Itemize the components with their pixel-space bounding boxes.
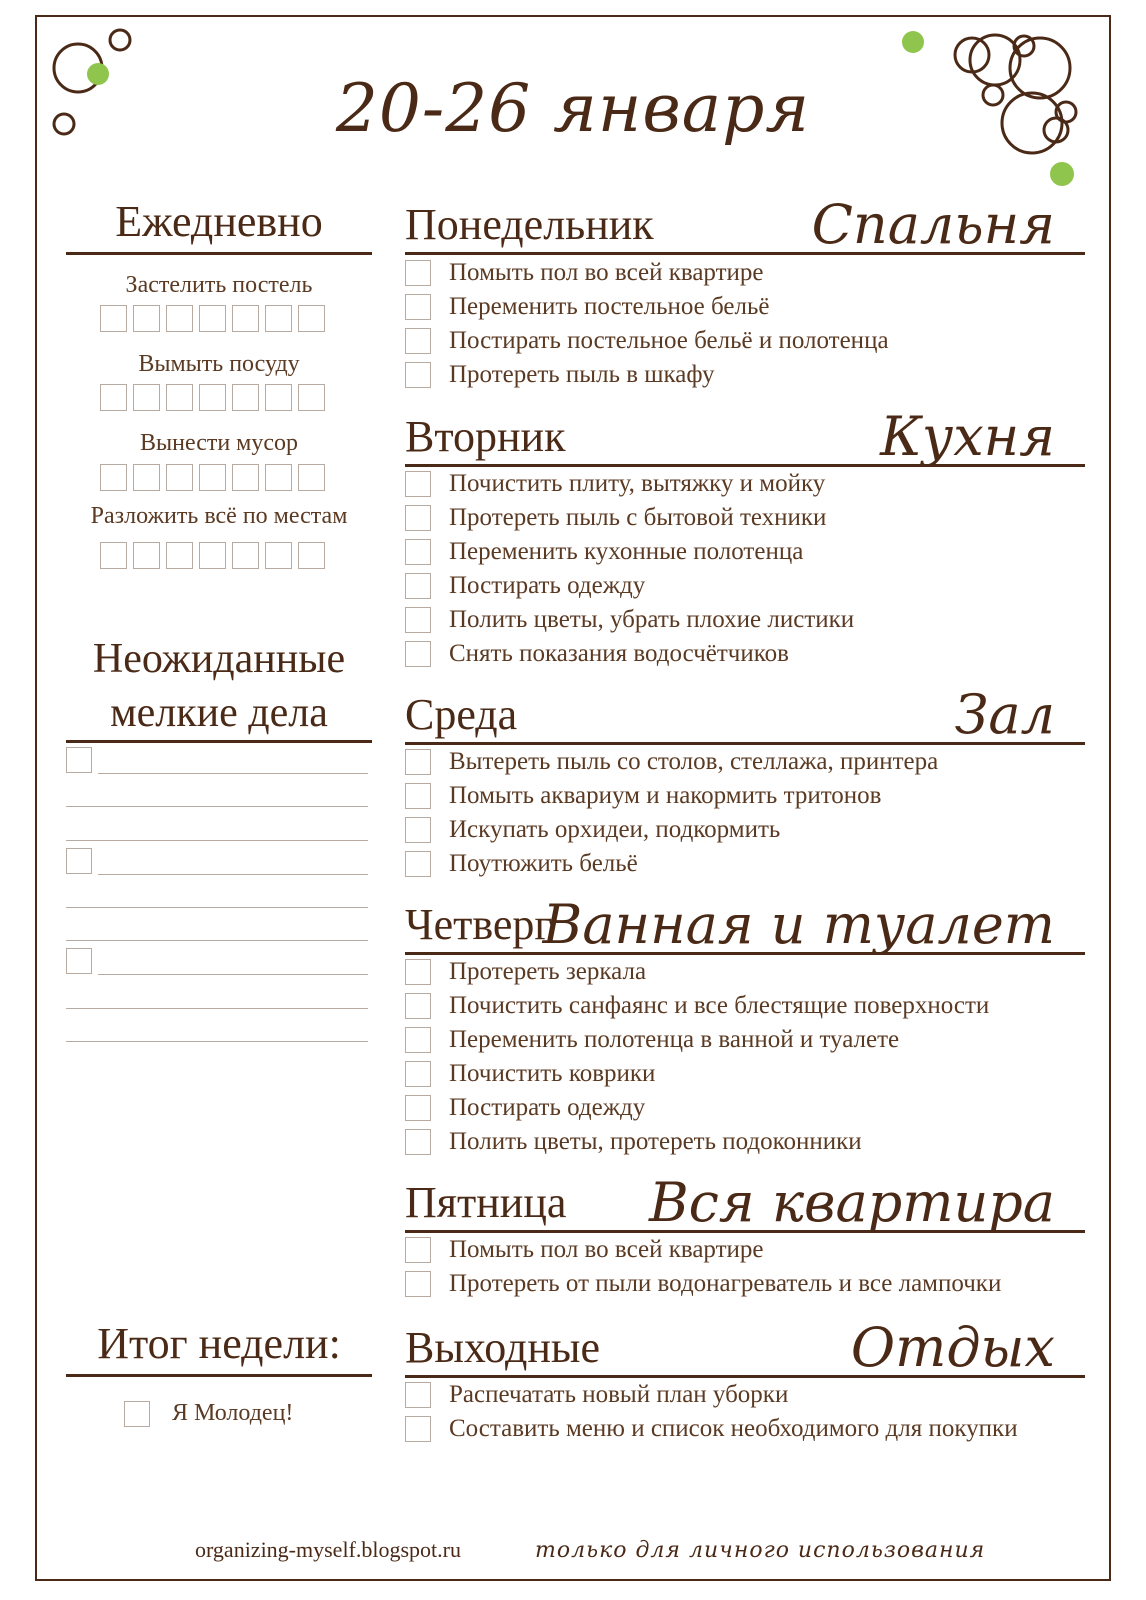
daily-item-label: Застелить постель: [125, 272, 313, 298]
task-item[interactable]: [405, 745, 938, 779]
daily-checkbox[interactable]: [232, 305, 259, 332]
summary-item[interactable]: [124, 1400, 293, 1427]
room-name: Отдых: [850, 1316, 1055, 1379]
task-checkbox[interactable]: [405, 1237, 431, 1263]
day-header-weekend: [405, 1313, 1085, 1378]
task-item[interactable]: [405, 324, 889, 358]
task-label: Помыть пол во всей квартире: [449, 259, 764, 286]
task-list-monday: [405, 256, 889, 392]
unexpected-line[interactable]: [66, 907, 368, 908]
task-checkbox[interactable]: [405, 749, 431, 775]
unexpected-line[interactable]: [66, 840, 368, 841]
task-item[interactable]: [405, 569, 854, 603]
daily-checkbox[interactable]: [133, 305, 160, 332]
daily-item-label: Вымыть посуду: [138, 351, 300, 377]
task-label: Протереть пыль с бытовой техники: [449, 504, 827, 531]
daily-checkbox[interactable]: [298, 542, 325, 569]
task-checkbox[interactable]: [405, 362, 431, 388]
daily-checkbox[interactable]: [100, 384, 127, 411]
task-checkbox[interactable]: [405, 1095, 431, 1121]
task-label: Почистить санфаянс и все блестящие поверхности: [449, 992, 990, 1019]
page-title: 20-26 января: [335, 70, 811, 147]
unexpected-heading-line1: Неожиданные: [92, 636, 346, 682]
daily-checkbox[interactable]: [166, 305, 193, 332]
task-checkbox[interactable]: [405, 1416, 431, 1442]
daily-checkbox[interactable]: [100, 305, 127, 332]
day-header-friday: [405, 1168, 1085, 1233]
task-item[interactable]: [405, 1378, 1018, 1412]
task-checkbox[interactable]: [405, 1027, 431, 1053]
task-item[interactable]: [405, 1125, 989, 1159]
daily-checkbox[interactable]: [133, 384, 160, 411]
task-checkbox[interactable]: [405, 1382, 431, 1408]
daily-checkbox[interactable]: [232, 384, 259, 411]
task-label: Протереть от пыли водонагреватель и все лампочки: [449, 1270, 1002, 1297]
daily-item-label: Разложить всё по местам: [90, 503, 348, 529]
unexpected-line[interactable]: [98, 974, 368, 975]
task-label: Переменить кухонные полотенца: [449, 538, 804, 565]
daily-checkbox[interactable]: [100, 464, 127, 491]
task-label: Поутюжить бельё: [449, 850, 638, 877]
task-item[interactable]: [405, 637, 854, 671]
unexpected-checkbox[interactable]: [66, 848, 92, 874]
task-checkbox[interactable]: [405, 783, 431, 809]
task-item[interactable]: [405, 989, 989, 1023]
task-checkbox[interactable]: [405, 959, 431, 985]
day-header-tuesday: [405, 402, 1085, 467]
daily-checkbox[interactable]: [265, 542, 292, 569]
daily-checkbox[interactable]: [199, 464, 226, 491]
summary-checkbox[interactable]: [124, 1401, 150, 1427]
task-item[interactable]: [405, 1091, 989, 1125]
task-item[interactable]: [405, 779, 938, 813]
task-label: Постирать одежду: [449, 1094, 646, 1121]
task-checkbox[interactable]: [405, 993, 431, 1019]
task-list-tuesday: [405, 467, 854, 671]
daily-checkbox[interactable]: [298, 464, 325, 491]
task-checkbox[interactable]: [405, 607, 431, 633]
day-header-monday: [405, 190, 1085, 255]
task-item[interactable]: [405, 603, 854, 637]
unexpected-line[interactable]: [66, 806, 368, 807]
day-name: Четверг: [405, 900, 553, 949]
room-name: Зал: [954, 683, 1055, 746]
task-label: Почистить коврики: [449, 1060, 656, 1087]
task-label: Помыть пол во всей квартире: [449, 1236, 764, 1263]
task-checkbox[interactable]: [405, 505, 431, 531]
task-item[interactable]: [405, 1233, 1001, 1267]
daily-checkbox[interactable]: [265, 305, 292, 332]
task-label: Протереть зеркала: [449, 958, 647, 985]
task-checkbox[interactable]: [405, 260, 431, 286]
task-item[interactable]: [405, 358, 889, 392]
room-name: Ванная и туалет: [542, 893, 1055, 956]
task-checkbox[interactable]: [405, 328, 431, 354]
footer-note: только для личного использования: [535, 1538, 986, 1563]
task-item[interactable]: [405, 1023, 989, 1057]
daily-item-label: Вынести мусор: [139, 430, 299, 456]
task-item[interactable]: [405, 1057, 989, 1091]
daily-checkbox-row: [100, 542, 325, 569]
daily-checkbox[interactable]: [232, 464, 259, 491]
task-label: Протереть пыль в шкафу: [449, 361, 715, 388]
task-label: Переменить полотенца в ванной и туалете: [449, 1026, 900, 1053]
task-checkbox[interactable]: [405, 294, 431, 320]
footer-site: organizing-myself.blogspot.ru: [195, 1537, 461, 1562]
day-name: Выходные: [405, 1323, 600, 1372]
daily-checkbox-row: [100, 384, 325, 411]
task-checkbox[interactable]: [405, 1061, 431, 1087]
task-label: Переменить постельное бельё: [449, 293, 770, 320]
summary-item-label: Я Молодец!: [172, 1400, 294, 1426]
task-checkbox[interactable]: [405, 817, 431, 843]
task-checkbox[interactable]: [405, 641, 431, 667]
daily-checkbox[interactable]: [265, 384, 292, 411]
task-item[interactable]: [405, 1412, 1018, 1446]
task-item[interactable]: [405, 467, 854, 501]
task-label: Распечатать новый план уборки: [449, 1381, 789, 1408]
task-label: Постирать одежду: [449, 572, 646, 599]
daily-checkbox[interactable]: [166, 542, 193, 569]
task-list-weekend: [405, 1378, 1018, 1446]
daily-checkbox[interactable]: [133, 464, 160, 491]
task-item[interactable]: [405, 813, 938, 847]
task-list-friday: [405, 1233, 1001, 1301]
unexpected-line[interactable]: [66, 940, 368, 941]
daily-checkbox[interactable]: [133, 542, 160, 569]
daily-heading: Ежедневно: [66, 196, 372, 255]
daily-checkbox[interactable]: [265, 464, 292, 491]
day-name: Пятница: [405, 1178, 567, 1227]
task-item[interactable]: [405, 535, 854, 569]
unexpected-line[interactable]: [66, 1041, 368, 1042]
task-label: Вытереть пыль со столов, стеллажа, принтера: [449, 748, 939, 775]
unexpected-heading-line2: мелкие дела: [110, 690, 328, 736]
task-checkbox[interactable]: [405, 1129, 431, 1155]
task-item[interactable]: [405, 847, 938, 881]
room-name: Спальня: [811, 193, 1055, 256]
task-label: Снять показания водосчётчиков: [449, 640, 789, 667]
green-dot-icon: [902, 31, 924, 53]
unexpected-checkbox[interactable]: [66, 747, 92, 773]
task-checkbox[interactable]: [405, 851, 431, 877]
daily-checkbox[interactable]: [166, 384, 193, 411]
unexpected-line[interactable]: [98, 874, 368, 875]
unexpected-line[interactable]: [66, 1008, 368, 1009]
task-checkbox[interactable]: [405, 573, 431, 599]
daily-checkbox[interactable]: [100, 542, 127, 569]
daily-checkbox[interactable]: [232, 542, 259, 569]
task-list-wednesday: [405, 745, 938, 881]
task-item[interactable]: [405, 256, 889, 290]
daily-checkbox[interactable]: [199, 384, 226, 411]
task-item[interactable]: [405, 1267, 1001, 1301]
room-name: Вся квартира: [648, 1171, 1055, 1234]
daily-checkbox[interactable]: [298, 305, 325, 332]
task-label: Помыть аквариум и накормить тритонов: [449, 782, 882, 809]
green-dot-icon: [1050, 162, 1074, 186]
day-header-thursday: [405, 890, 1085, 955]
daily-checkbox[interactable]: [166, 464, 193, 491]
summary-heading: Итог недели:: [66, 1318, 372, 1377]
task-label: Составить меню и список необходимого для покупки: [449, 1415, 1018, 1442]
task-item[interactable]: [405, 955, 989, 989]
daily-checkbox[interactable]: [199, 542, 226, 569]
task-label: Полить цветы, убрать плохие листики: [449, 606, 855, 633]
task-label: Искупать орхидеи, подкормить: [449, 816, 781, 843]
day-name: Понедельник: [405, 200, 654, 249]
unexpected-line[interactable]: [98, 773, 368, 774]
daily-checkbox-row: [100, 464, 325, 491]
daily-checkbox-row: [100, 305, 325, 332]
task-label: Полить цветы, протереть подоконники: [449, 1128, 862, 1155]
unexpected-checkbox[interactable]: [66, 948, 92, 974]
day-header-wednesday: [405, 680, 1085, 745]
day-name: Среда: [405, 690, 518, 739]
day-name: Вторник: [405, 412, 566, 461]
task-checkbox[interactable]: [405, 1271, 431, 1297]
daily-checkbox[interactable]: [298, 384, 325, 411]
bubble-icon: [110, 30, 130, 50]
task-label: Постирать постельное бельё и полотенца: [449, 327, 889, 354]
task-label: Почистить плиту, вытяжку и мойку: [449, 470, 826, 497]
task-item[interactable]: [405, 501, 854, 535]
task-checkbox[interactable]: [405, 539, 431, 565]
task-list-thursday: [405, 955, 989, 1159]
daily-checkbox[interactable]: [199, 305, 226, 332]
task-checkbox[interactable]: [405, 471, 431, 497]
unexpected-heading: [66, 632, 372, 743]
task-item[interactable]: [405, 290, 889, 324]
room-name: Кухня: [880, 405, 1055, 468]
